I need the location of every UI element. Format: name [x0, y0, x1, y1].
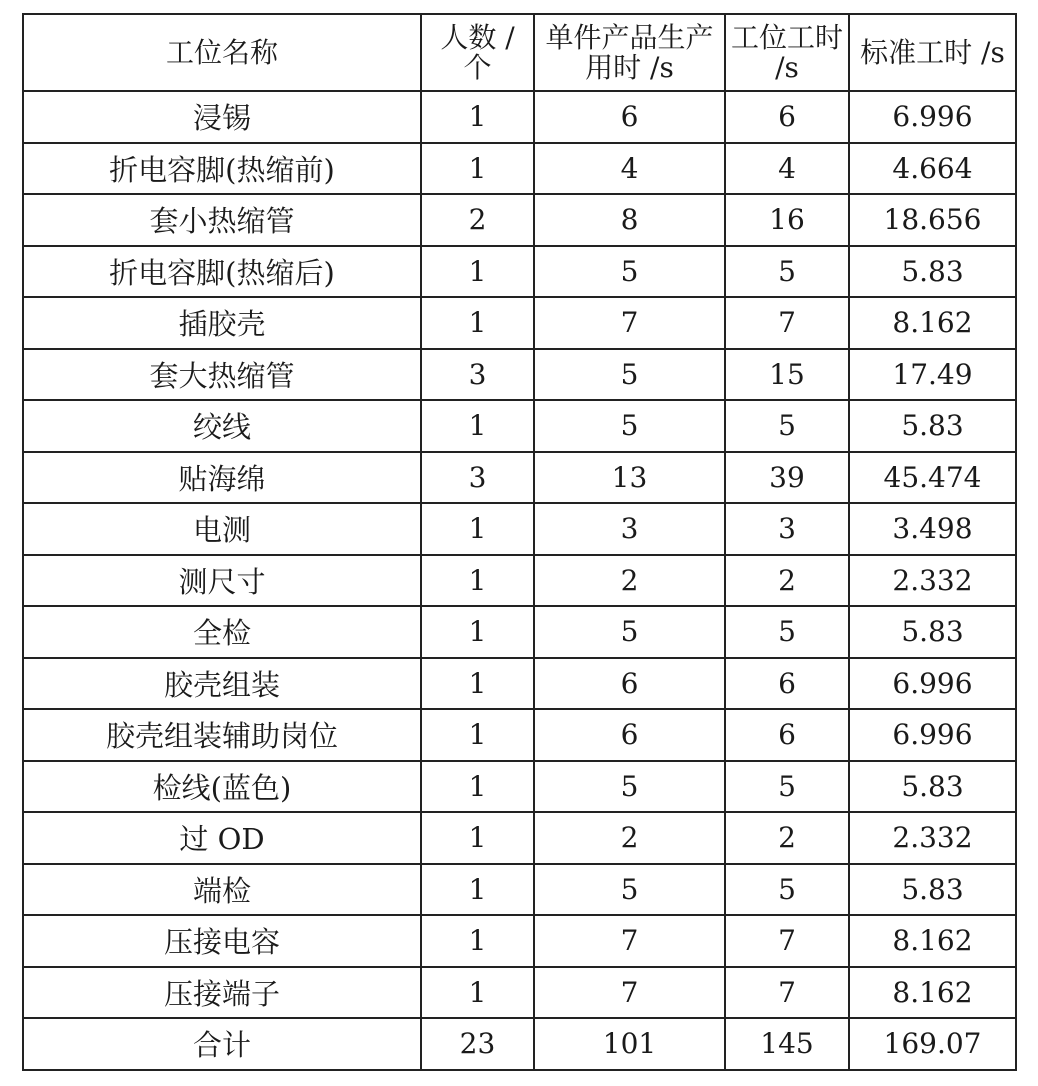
station-time-cell: 7 [725, 297, 849, 349]
station-time-cell: 4 [725, 143, 849, 195]
table-row [23, 246, 1016, 298]
station-name-cell: 端检 [23, 864, 421, 916]
table-row [23, 606, 1016, 658]
station-time-cell: 15 [725, 349, 849, 401]
table-row [23, 503, 1016, 555]
total-row [23, 1018, 1016, 1070]
unit-time-cell: 6 [534, 709, 725, 761]
headcount-cell: 1 [421, 297, 534, 349]
station-name-cell: 浸锡 [23, 91, 421, 143]
headcount-cell: 1 [421, 246, 534, 298]
unit-time-cell: 2 [534, 555, 725, 607]
headcount-cell: 1 [421, 967, 534, 1019]
headcount-cell: 1 [421, 864, 534, 916]
unit-time-cell: 13 [534, 452, 725, 504]
standard-time-cell: 3.498 [849, 503, 1016, 555]
station-name-cell: 检线(蓝色) [23, 761, 421, 813]
headcount-cell: 1 [421, 503, 534, 555]
standard-time-cell: 5.83 [849, 246, 1016, 298]
header-station-name: 工位名称 [23, 14, 421, 91]
station-name-cell: 折电容脚(热缩前) [23, 143, 421, 195]
header-station-time: 工位工时 /s [725, 14, 849, 91]
station-name-cell: 合计 [23, 1018, 421, 1070]
station-name-cell: 测尺寸 [23, 555, 421, 607]
standard-time-cell: 8.162 [849, 915, 1016, 967]
station-time-cell: 6 [725, 91, 849, 143]
table-row [23, 452, 1016, 504]
station-time-cell: 3 [725, 503, 849, 555]
standard-time-cell: 6.996 [849, 91, 1016, 143]
table-row [23, 349, 1016, 401]
headcount-cell: 1 [421, 812, 534, 864]
station-time-cell: 5 [725, 606, 849, 658]
unit-time-cell: 5 [534, 761, 725, 813]
header-unit-time: 单件产品生产用时 /s [534, 14, 725, 91]
table-row [23, 864, 1016, 916]
standard-time-cell: 5.83 [849, 761, 1016, 813]
header-headcount: 人数 / 个 [421, 14, 534, 91]
station-time-cell: 5 [725, 400, 849, 452]
station-time-cell: 16 [725, 194, 849, 246]
station-time-cell: 39 [725, 452, 849, 504]
headcount-cell: 2 [421, 194, 534, 246]
standard-time-cell: 8.162 [849, 967, 1016, 1019]
station-time-cell: 145 [725, 1018, 849, 1070]
standard-time-cell: 17.49 [849, 349, 1016, 401]
unit-time-cell: 8 [534, 194, 725, 246]
station-time-cell: 5 [725, 761, 849, 813]
headcount-cell: 1 [421, 761, 534, 813]
headcount-cell: 1 [421, 606, 534, 658]
unit-time-cell: 2 [534, 812, 725, 864]
headcount-cell: 1 [421, 709, 534, 761]
table-row [23, 194, 1016, 246]
standard-time-cell: 2.332 [849, 555, 1016, 607]
station-name-cell: 全检 [23, 606, 421, 658]
unit-time-cell: 5 [534, 864, 725, 916]
header-standard-time: 标准工时 /s [849, 14, 1016, 91]
station-name-cell: 套小热缩管 [23, 194, 421, 246]
unit-time-cell: 7 [534, 915, 725, 967]
unit-time-cell: 6 [534, 91, 725, 143]
headcount-cell: 1 [421, 658, 534, 710]
headcount-cell: 1 [421, 143, 534, 195]
station-name-cell: 贴海绵 [23, 452, 421, 504]
station-name-cell: 绞线 [23, 400, 421, 452]
unit-time-cell: 6 [534, 658, 725, 710]
table-row [23, 555, 1016, 607]
standard-time-cell: 169.07 [849, 1018, 1016, 1070]
station-time-cell: 5 [725, 246, 849, 298]
station-name-cell: 胶壳组装辅助岗位 [23, 709, 421, 761]
station-name-cell: 套大热缩管 [23, 349, 421, 401]
table-row [23, 658, 1016, 710]
standard-time-cell: 5.83 [849, 400, 1016, 452]
station-time-cell: 7 [725, 967, 849, 1019]
table-row [23, 400, 1016, 452]
unit-time-cell: 3 [534, 503, 725, 555]
table-row [23, 91, 1016, 143]
standard-time-cell: 5.83 [849, 606, 1016, 658]
table-body [23, 91, 1016, 1070]
headcount-cell: 1 [421, 400, 534, 452]
headcount-cell: 1 [421, 91, 534, 143]
headcount-cell: 1 [421, 555, 534, 607]
standard-time-cell: 2.332 [849, 812, 1016, 864]
standard-time-cell: 6.996 [849, 658, 1016, 710]
table-row [23, 812, 1016, 864]
unit-time-cell: 4 [534, 143, 725, 195]
station-time-cell: 2 [725, 812, 849, 864]
station-name-cell: 压接端子 [23, 967, 421, 1019]
station-name-cell: 插胶壳 [23, 297, 421, 349]
unit-time-cell: 5 [534, 246, 725, 298]
station-time-cell: 7 [725, 915, 849, 967]
header-row [23, 14, 1016, 91]
standard-time-cell: 18.656 [849, 194, 1016, 246]
station-time-cell: 6 [725, 658, 849, 710]
headcount-cell: 3 [421, 349, 534, 401]
standard-time-cell: 6.996 [849, 709, 1016, 761]
station-name-cell: 过 OD [23, 812, 421, 864]
standard-time-cell: 5.83 [849, 864, 1016, 916]
table-row [23, 967, 1016, 1019]
station-name-cell: 电测 [23, 503, 421, 555]
unit-time-cell: 7 [534, 297, 725, 349]
station-name-cell: 压接电容 [23, 915, 421, 967]
unit-time-cell: 5 [534, 349, 725, 401]
table-row [23, 915, 1016, 967]
headcount-cell: 23 [421, 1018, 534, 1070]
station-time-cell: 2 [725, 555, 849, 607]
station-name-cell: 胶壳组装 [23, 658, 421, 710]
headcount-cell: 3 [421, 452, 534, 504]
unit-time-cell: 101 [534, 1018, 725, 1070]
table-row [23, 709, 1016, 761]
station-time-cell: 6 [725, 709, 849, 761]
station-name-cell: 折电容脚(热缩后) [23, 246, 421, 298]
station-time-cell: 5 [725, 864, 849, 916]
standard-time-cell: 4.664 [849, 143, 1016, 195]
workstation-time-table [22, 13, 1017, 1071]
unit-time-cell: 5 [534, 606, 725, 658]
table-row [23, 143, 1016, 195]
standard-time-cell: 45.474 [849, 452, 1016, 504]
headcount-cell: 1 [421, 915, 534, 967]
table-row [23, 761, 1016, 813]
unit-time-cell: 5 [534, 400, 725, 452]
table-row [23, 297, 1016, 349]
unit-time-cell: 7 [534, 967, 725, 1019]
standard-time-cell: 8.162 [849, 297, 1016, 349]
